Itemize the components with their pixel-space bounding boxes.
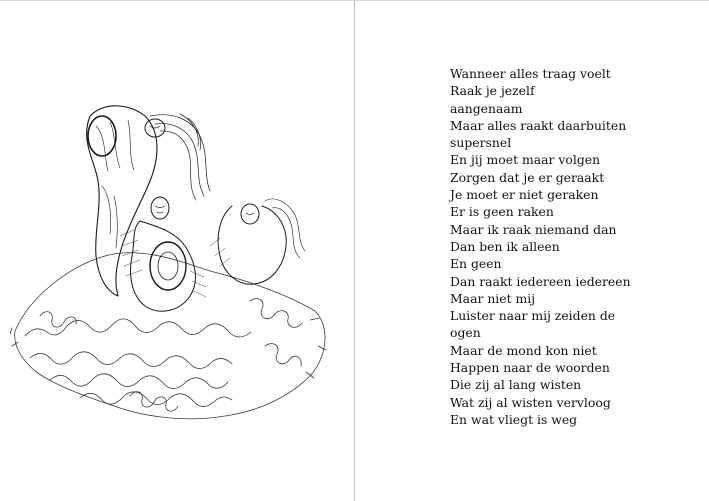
poem-line: Die zij al lang wisten <box>450 377 582 393</box>
poem-line: En wat vliegt is weg <box>450 411 578 427</box>
poem-line: Happen naar de woorden <box>450 360 610 376</box>
poem-line: Maar niet mij <box>450 290 536 306</box>
sketch-illustration <box>10 96 335 426</box>
right-page <box>355 1 709 501</box>
poem-line: Zorgen dat je er geraakt <box>450 169 605 185</box>
poem-line: En jij moet maar volgen <box>450 152 601 168</box>
poem-line: Wat zij al wisten vervloog <box>450 394 611 410</box>
poem-line: ogen <box>450 325 481 341</box>
poem-line: Raak je jezelf <box>450 83 535 99</box>
poem-line: Maar de mond kon niet <box>450 342 597 358</box>
poem-line: Luister naar mij zeiden de <box>450 308 616 324</box>
poem-line: Dan raakt iedereen iedereen <box>450 273 631 289</box>
right-figure <box>218 199 305 284</box>
poem-line: Je moet er niet geraken <box>450 187 599 203</box>
hatching <box>120 230 230 297</box>
hair-mass <box>10 253 326 419</box>
poem-line: Dan ben ik alleen <box>450 238 560 254</box>
poem-line: aangenaam <box>450 100 523 116</box>
middle-figure <box>131 197 196 311</box>
poem-line: En geen <box>450 256 502 272</box>
poem-line: Maar ik raak niemand dan <box>450 221 617 237</box>
left-page <box>0 1 354 501</box>
central-figure <box>87 106 157 296</box>
poem-line: Wanneer alles traag voelt <box>450 66 611 81</box>
poem-line: Er is geen raken <box>450 204 554 220</box>
poem-line: Maar alles raakt daarbuiten <box>450 117 627 133</box>
poem <box>450 65 631 428</box>
poem-line: supersnel <box>450 135 512 151</box>
